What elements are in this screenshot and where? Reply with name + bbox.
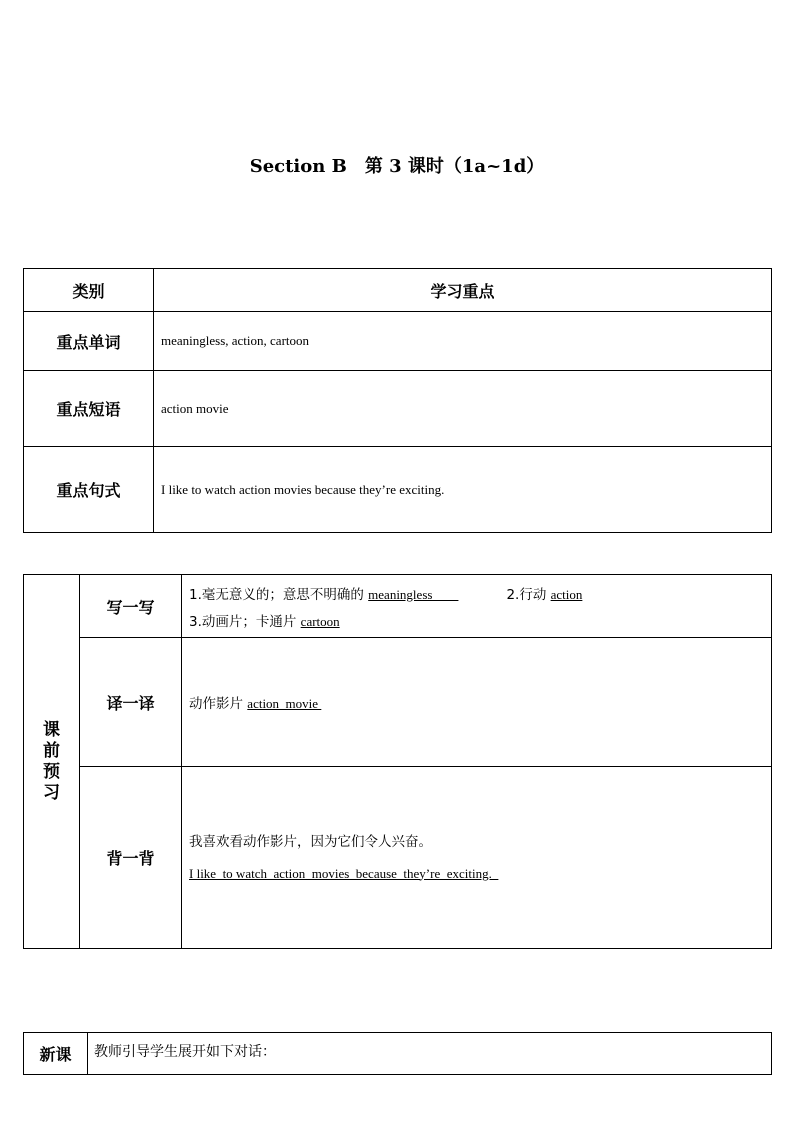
row-content-words: meaningless, action, cartoon bbox=[154, 312, 772, 371]
table-row bbox=[24, 447, 772, 533]
section-label-preview: 课 前 预 习 bbox=[24, 575, 80, 949]
new-lesson-table bbox=[23, 1032, 772, 1075]
write-row bbox=[24, 575, 772, 638]
row-category-phrases: 重点短语 bbox=[24, 371, 154, 447]
recite-label: 背一背 bbox=[80, 767, 182, 949]
row-category-words: 重点单词 bbox=[24, 312, 154, 371]
key-points-table bbox=[23, 268, 772, 533]
header-category: 类别 bbox=[24, 269, 154, 312]
translate-content: 动作影片 action movie bbox=[182, 638, 772, 767]
recite-content: 我喜欢看动作影片，因为它们令人兴奋。 I like to watch action movies because they’re exciting. bbox=[182, 767, 772, 949]
translate-label: 译一译 bbox=[80, 638, 182, 767]
row-content-phrases: action movie bbox=[154, 371, 772, 447]
table-header-row bbox=[24, 269, 772, 312]
preview-table bbox=[23, 574, 772, 949]
write-label: 写一写 bbox=[80, 575, 182, 638]
new-lesson-text: 教师引导学生展开如下对话： bbox=[88, 1033, 772, 1075]
translate-row bbox=[24, 638, 772, 767]
recite-row bbox=[24, 767, 772, 949]
new-lesson-label: 新课 bbox=[24, 1033, 88, 1075]
table-row bbox=[24, 371, 772, 447]
table-row bbox=[24, 312, 772, 371]
page-title: Section B 第 3 课时（1a~1d） bbox=[249, 156, 545, 177]
header-focus: 学习重点 bbox=[154, 269, 772, 312]
row-content-sentences: I like to watch action movies because they’re exciting. bbox=[154, 447, 772, 533]
write-content: 1.毫无意义的；意思不明确的 meaningless 2.行动 action 3.动画片；卡通片 cartoon bbox=[182, 575, 772, 638]
row-category-sentences: 重点句式 bbox=[24, 447, 154, 533]
